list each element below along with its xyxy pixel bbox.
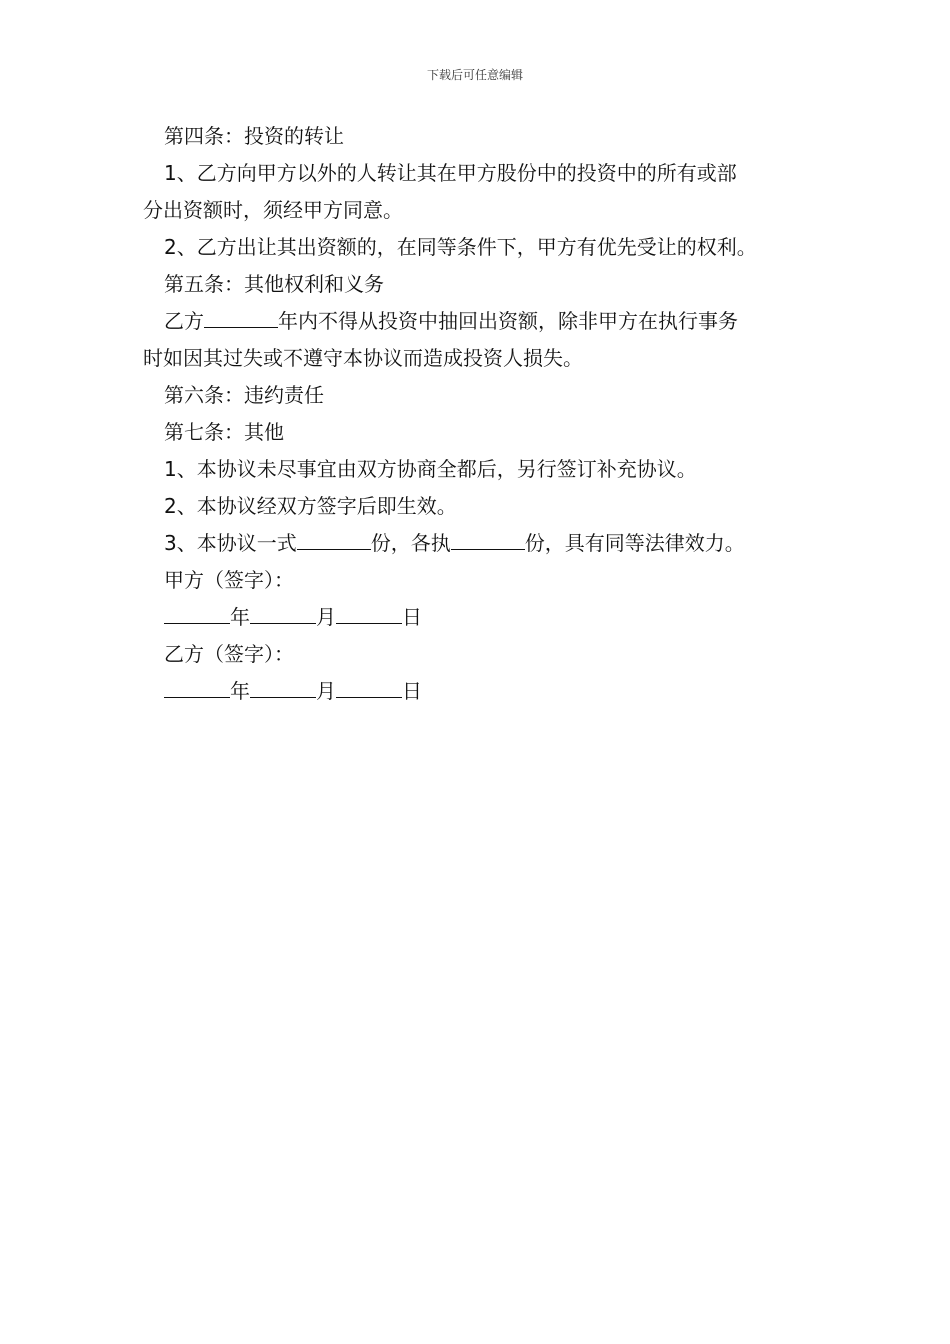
- article-4-item-2: 2、乙方出让其出资额的，在同等条件下，甲方有优先受让的权利。: [164, 235, 757, 259]
- party-a-day-label: 日: [402, 605, 422, 629]
- article-4-item-1-line-2: 分出资额时，须经甲方同意。: [143, 198, 403, 222]
- party-a-day-blank: [336, 601, 402, 624]
- party-a-year-blank: [164, 601, 230, 624]
- page-header: 下载后可任意编辑: [426, 68, 523, 82]
- article-5-text-line-2: 时如因其过失或不遵守本协议而造成投资人损失。: [143, 346, 583, 370]
- document-body: [143, 118, 833, 710]
- article-7-item-3-mid: 份，各执: [370, 531, 451, 555]
- article-7-item-3: [143, 525, 833, 562]
- article-5-text-suffix: 年内不得从投资中抽回出资额，除非甲方在执行事务: [278, 309, 738, 333]
- party-a-year-label: 年: [230, 605, 250, 629]
- party-b-date-line: [143, 673, 833, 710]
- party-a-month-label: 月: [316, 605, 336, 629]
- party-a-month-blank: [250, 601, 316, 624]
- article-4-item-1-line-1: 1、乙方向甲方以外的人转让其在甲方股份中的投资中的所有或部: [164, 161, 737, 185]
- copies-blank: [297, 527, 371, 550]
- article-7-item-3-prefix: 3、本协议一式: [164, 531, 297, 555]
- party-a-signature-label: 甲方（签字）：: [164, 568, 294, 592]
- article-5-title: 第五条：其他权利和义务: [164, 272, 384, 296]
- each-copies-blank: [451, 527, 525, 550]
- party-a-date-line: [143, 599, 833, 636]
- years-blank: [204, 305, 278, 328]
- party-b-year-blank: [164, 675, 230, 698]
- party-b-signature-label: 乙方（签字）：: [164, 642, 294, 666]
- party-b-day-blank: [336, 675, 402, 698]
- party-b-year-label: 年: [230, 679, 250, 703]
- article-4-title: 第四条：投资的转让: [164, 124, 344, 148]
- article-7-title: 第七条：其他: [164, 420, 284, 444]
- party-b-month-label: 月: [316, 679, 336, 703]
- article-7-item-1: 1、本协议未尽事宜由双方协商全都后，另行签订补充协议。: [164, 457, 697, 481]
- article-5-text-prefix: 乙方: [164, 309, 204, 333]
- article-6-title: 第六条：违约责任: [164, 383, 324, 407]
- article-5-text-line-1: [143, 303, 833, 340]
- article-7-item-2: 2、本协议经双方签字后即生效。: [164, 494, 457, 518]
- party-b-day-label: 日: [402, 679, 422, 703]
- party-b-month-blank: [250, 675, 316, 698]
- article-7-item-3-suffix: 份，具有同等法律效力。: [524, 531, 745, 555]
